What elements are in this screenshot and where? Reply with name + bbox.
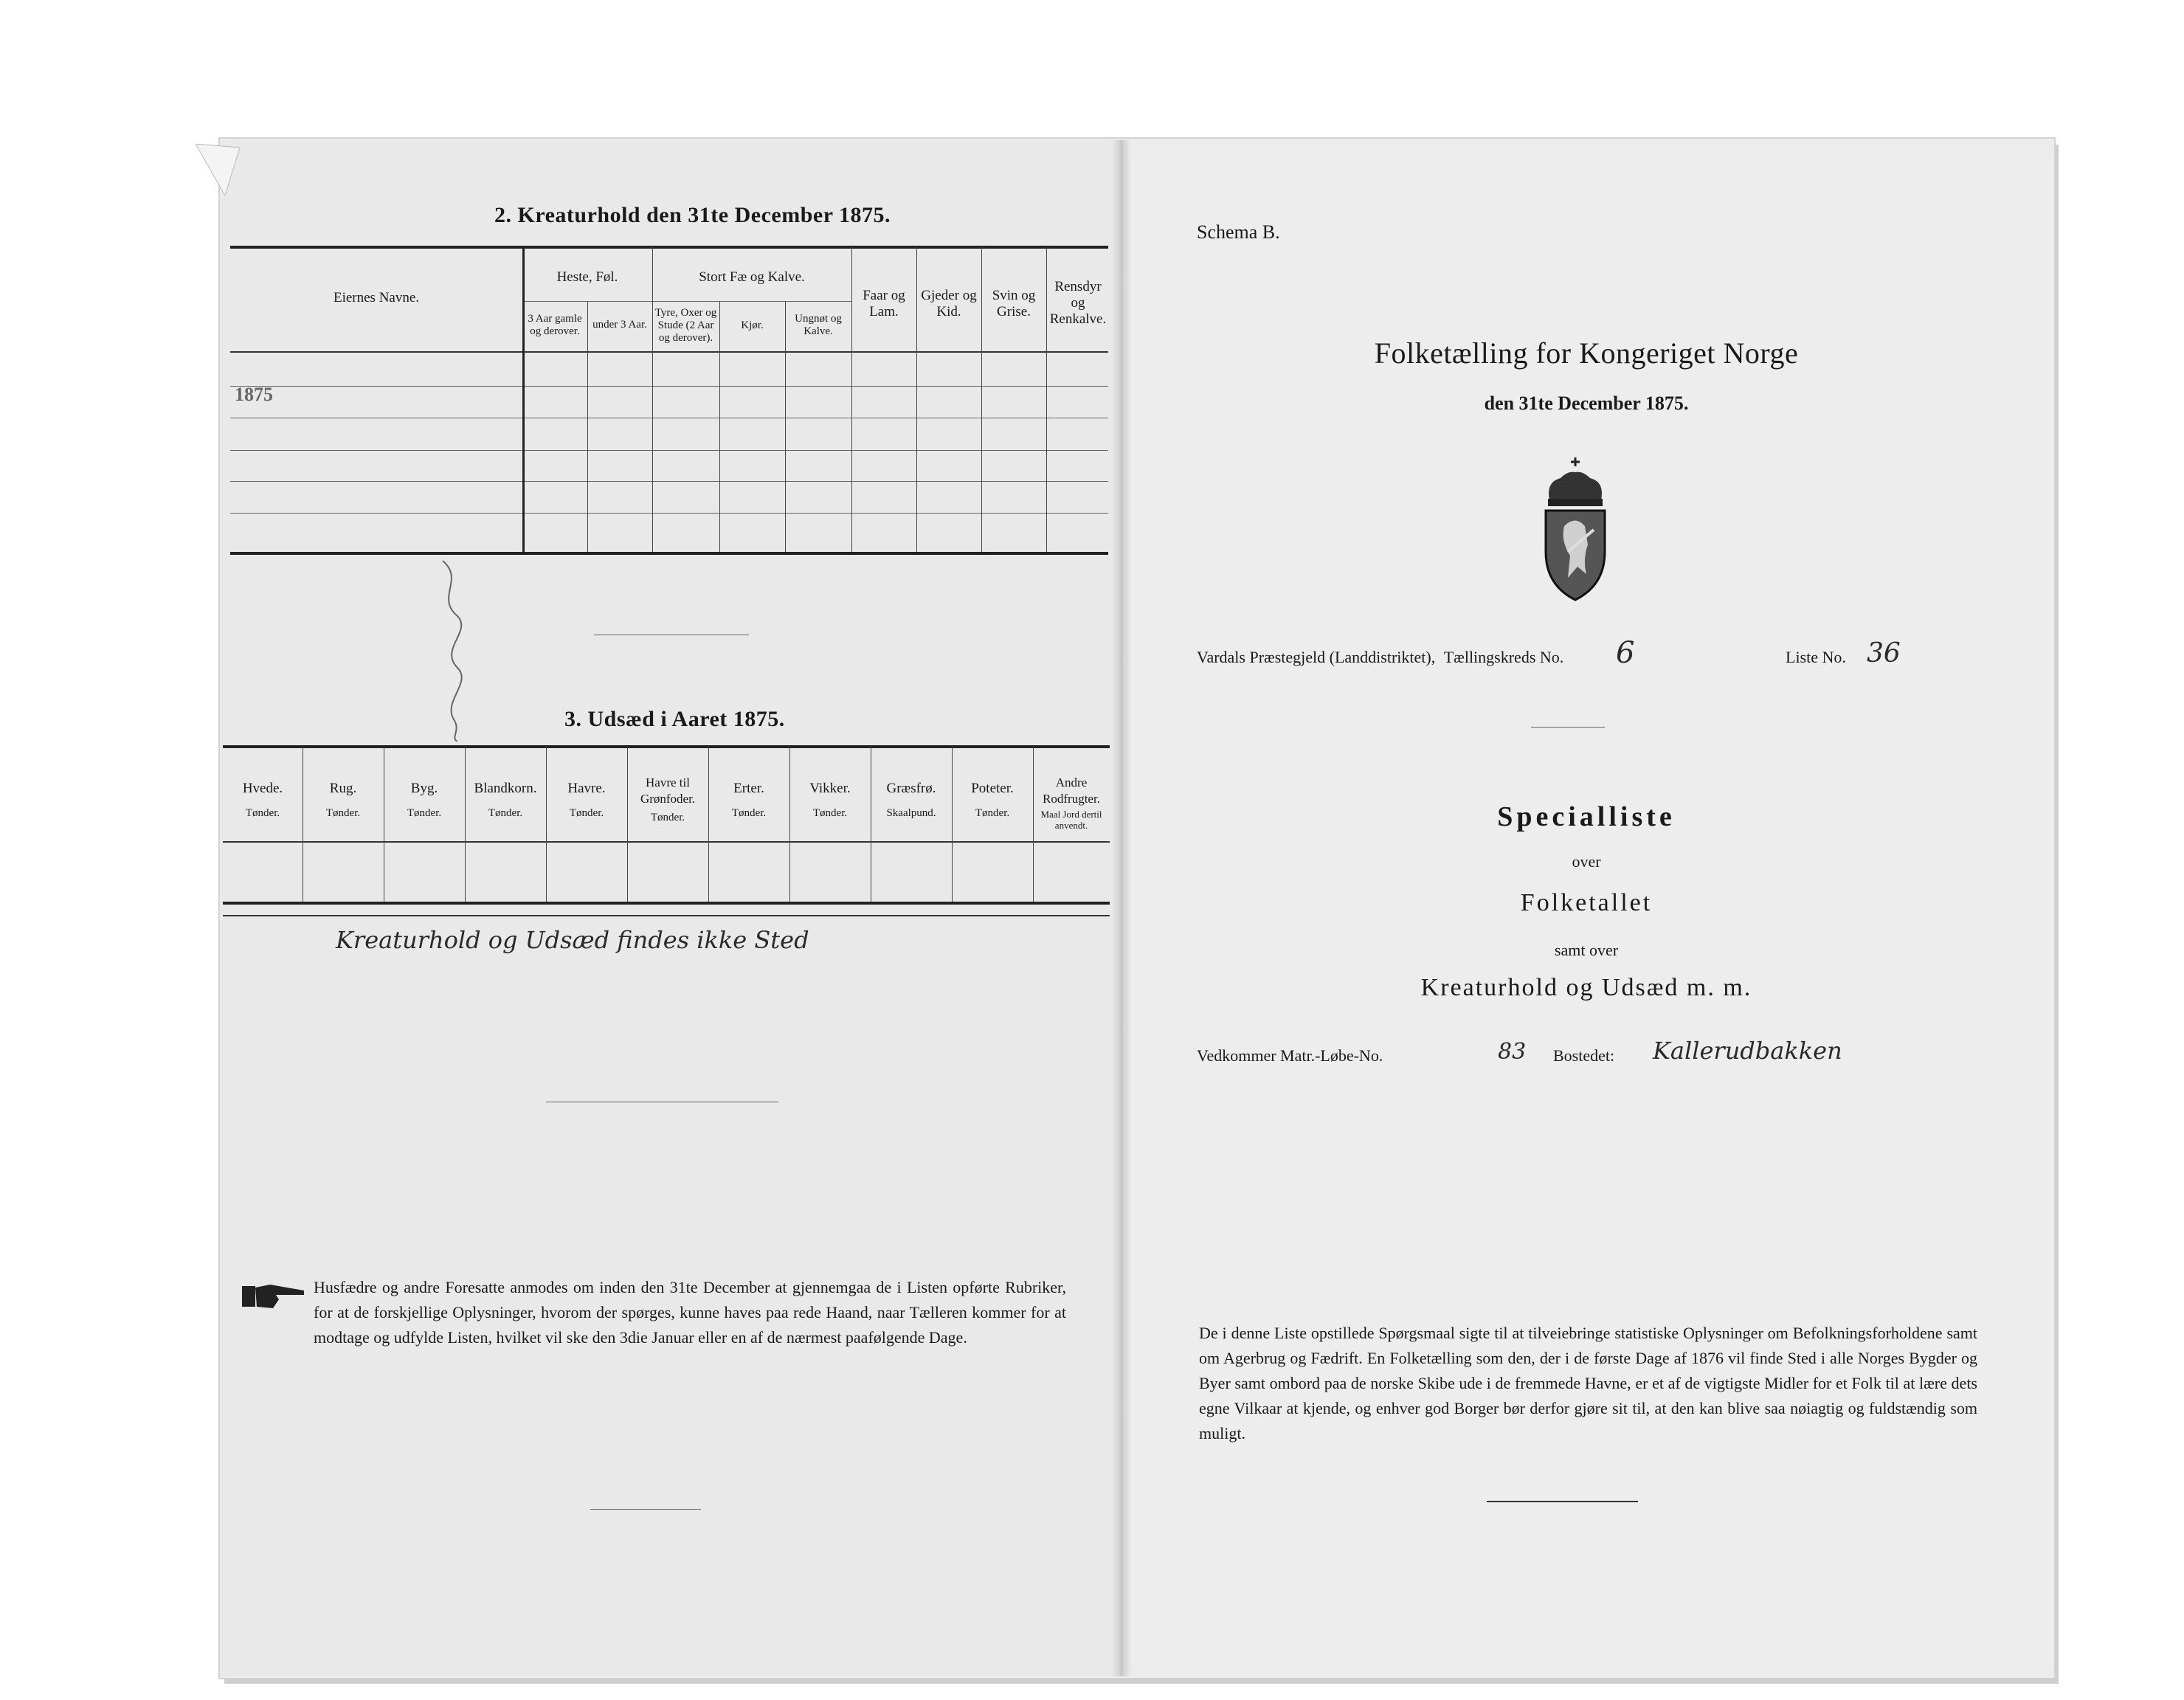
heste-header: Heste, Føl. — [556, 269, 618, 285]
folded-corner-icon — [196, 144, 240, 196]
tyre-header: Tyre, Oxer og Stude (2 Aar og derover). — [654, 307, 717, 344]
book-spine — [1111, 140, 1132, 1676]
schema-label: Schema B. — [1197, 221, 1280, 243]
andre-rodfrugter-unit: Maal Jord dertil anvendt. — [1040, 809, 1102, 831]
byg-unit: Tønder. — [407, 807, 442, 819]
footer-text: De i denne Liste opstillede Spørgsmaal sigte til at tilveiebringe statistiske Oplysninger om Befolkningsforholdene samt om Agerbrug og Fædrift. En Folketælling som den, der i de første Dage af 1876 vil finde Sted i alle Norges Bygder og Byer samt ombord paa de norske Skibe ude i de fremmede Havne, er et af de vigtigste Midler for et Folk til at lære dets egne Vilkaar at kjende, og enhver god Borger bør derfor gjøre sit til, at den kan blive saa nøiagtig og fuldstændig som muligt. — [1199, 1324, 1977, 1442]
andre-rodfrugter-header: Andre Rodfrugter. — [1043, 775, 1100, 806]
liste-label: Liste No. — [1786, 648, 1846, 666]
liste-value: 36 — [1867, 638, 1901, 668]
margin-year-mark: 1875 — [235, 384, 273, 405]
instruction-notice: Husfædre og andre Foresatte anmodes om inden den 31te December at gjennemgaa de i Listen opførte Rubriker, for at de forskjellige Oplysninger, hvorom der spørges, kunne haves paa rede Haand, naar Tælleren kommer for at modtage og udfylde Listen, hvilket vil ske den 3die Januar eller en af de nærmest paafølgende Dage. — [314, 1278, 1066, 1347]
handwritten-note: Kreaturhold og Udsæd findes ikke Sted — [336, 926, 809, 954]
ungnot-header: Ungnøt og Kalve. — [795, 313, 842, 337]
vikker-unit: Tønder. — [812, 807, 848, 819]
census-date: den 31te December 1875. — [1484, 393, 1689, 414]
graesfro-header: Græsfrø. — [886, 781, 936, 796]
kreaturhold-title: Kreaturhold og Udsæd m. m. — [1420, 974, 1752, 1001]
folketallet-title: Folketallet — [1520, 889, 1653, 916]
stort-fae-header: Stort Fæ og Kalve. — [699, 269, 805, 285]
matr-value: 83 — [1498, 1039, 1527, 1065]
heste-3aar-header: 3 Aar gamle og derover. — [528, 313, 582, 337]
havre-gronfoder-unit: Tønder. — [650, 812, 685, 823]
specialliste-title: Specialliste — [1497, 801, 1676, 832]
separator-line — [1531, 727, 1605, 728]
tellingskreds-value: 6 — [1616, 636, 1635, 670]
separator-line — [1487, 1501, 1638, 1502]
pointing-hand-icon — [241, 1280, 307, 1311]
district-prefix: Vardals Præstegjeld (Landdistriktet), — [1197, 648, 1436, 666]
faar-header: Faar og Lam. — [863, 288, 905, 319]
erter-unit: Tønder. — [731, 807, 767, 819]
gjeder-header: Gjeder og Kid. — [921, 288, 977, 319]
blandkorn-unit: Tønder. — [488, 807, 523, 819]
district-line — [1197, 648, 1563, 667]
havre-gronfoder-header: Havre til Grønfoder. — [640, 775, 696, 806]
rug-unit: Tønder. — [325, 807, 361, 819]
bosted-value: Kallerudbakken — [1653, 1037, 1842, 1065]
matr-label: Vedkommer Matr.-Løbe-No. — [1197, 1046, 1383, 1065]
havre-header: Havre. — [567, 781, 606, 796]
section3-title: 3. Udsæd i Aaret 1875. — [564, 707, 785, 731]
census-title: Folketælling for Kongeriget Norge — [1374, 336, 1799, 370]
section2-title: 2. Kreaturhold den 31te December 1875. — [494, 203, 891, 227]
left-page — [221, 140, 1120, 1676]
erter-header: Erter. — [733, 781, 764, 796]
kjor-header: Kjør. — [741, 319, 764, 331]
bosted-label: Bostedet: — [1553, 1046, 1615, 1065]
hvede-header: Hvede. — [242, 781, 283, 796]
rug-header: Rug. — [329, 781, 357, 796]
heste-under3-header: under 3 Aar. — [592, 319, 647, 331]
over-label: over — [1572, 852, 1601, 871]
hvede-unit: Tønder. — [245, 807, 280, 819]
vikker-header: Vikker. — [809, 781, 851, 796]
separator-line — [590, 1509, 701, 1510]
tellingskreds-label: Tællingskreds No. — [1443, 648, 1564, 666]
samt-over-label: samt over — [1554, 941, 1619, 959]
graesfro-unit: Skaalpund. — [886, 807, 936, 819]
poteter-header: Poteter. — [971, 781, 1014, 796]
blandkorn-header: Blandkorn. — [474, 781, 537, 796]
rensdyr-header: Rensdyr og Renkalve. — [1049, 279, 1107, 327]
norwegian-coat-of-arms-icon — [1535, 456, 1616, 604]
byg-header: Byg. — [410, 781, 438, 796]
svin-header: Svin og Grise. — [992, 288, 1036, 319]
margin-squiggle-icon — [435, 557, 472, 742]
havre-unit: Tønder. — [569, 807, 604, 819]
poteter-unit: Tønder. — [975, 807, 1010, 819]
owner-names-header: Eiernes Navne. — [333, 290, 420, 305]
